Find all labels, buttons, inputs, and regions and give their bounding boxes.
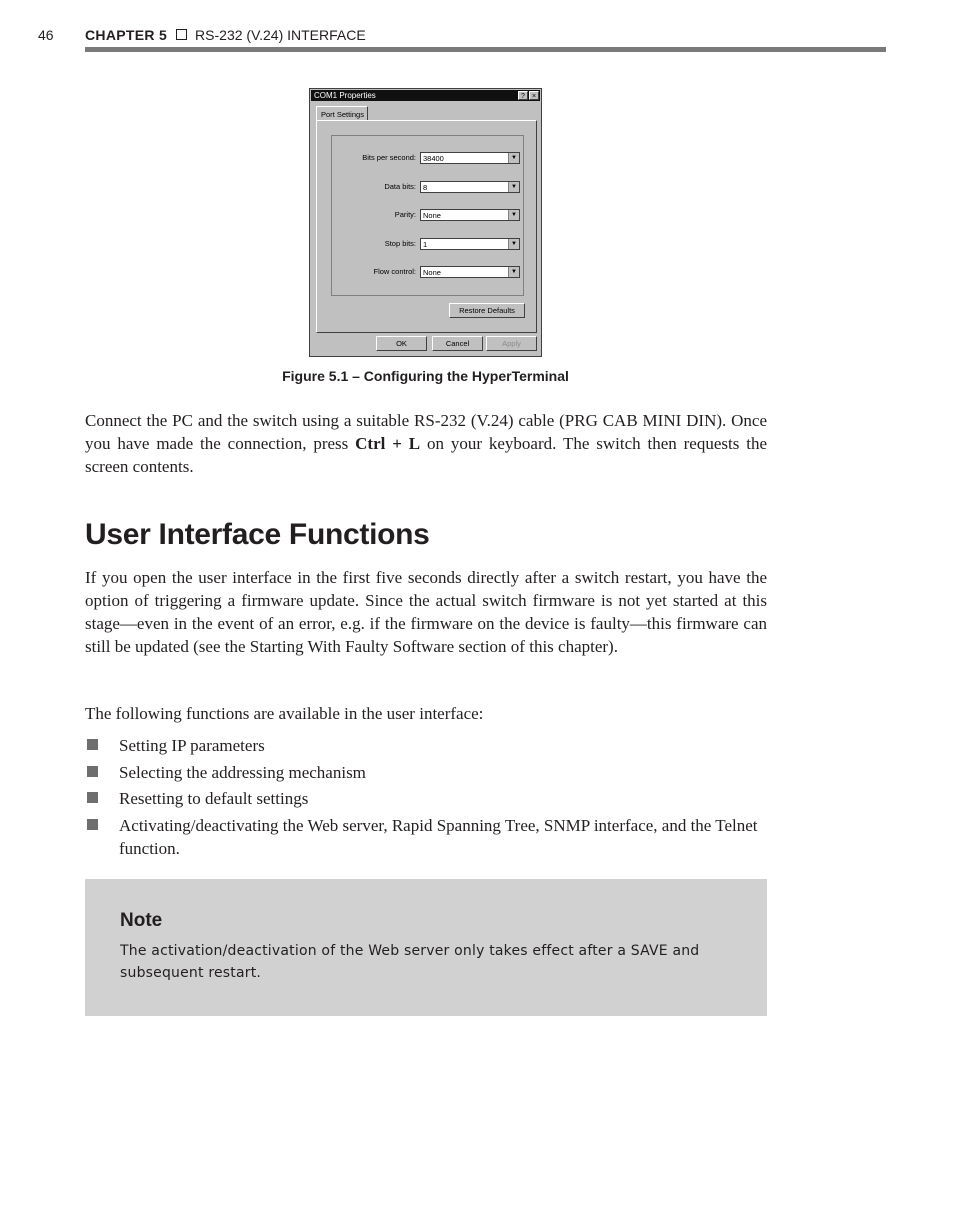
section-paragraph: If you open the user interface in the first five seconds directly after a switch restart, you have the option of triggering a firmware update. Since the actual switch firmware is not yet started at this stage—even in the event of an error, e.g. if the firmware on the device is faulty—this firmware can still be updated (see the Starting With Faulty Software section of this chapter). — [85, 568, 767, 656]
chevron-down-icon[interactable]: ▼ — [508, 153, 519, 163]
list-item-text: Activating/deactivating the Web server, Rapid Spanning Tree, SNMP interface, and the Telnet function. — [119, 815, 758, 858]
flow-control-select[interactable] — [420, 266, 520, 278]
page-number: 46 — [38, 27, 54, 43]
settings-group — [331, 135, 524, 296]
dialog-title-bar — [311, 90, 540, 101]
field-flow-control — [332, 266, 525, 278]
field-label: Parity: — [394, 210, 416, 219]
running-header — [85, 27, 366, 43]
field-stop-bits — [332, 238, 525, 250]
list-item — [85, 814, 767, 860]
note-box — [85, 879, 767, 1016]
list-item — [85, 761, 767, 784]
list-item-text: Resetting to default settings — [119, 789, 309, 808]
header-rule — [85, 47, 886, 52]
help-icon[interactable]: ? — [518, 91, 528, 100]
restore-defaults-button[interactable]: Restore Defaults — [449, 303, 525, 318]
field-bits-per-second — [332, 152, 525, 164]
chapter-title: RS-232 (V.24) INTERFACE — [195, 27, 366, 43]
field-label: Flow control: — [373, 267, 416, 276]
selected-value: None — [423, 268, 441, 277]
list-intro: The following functions are available in the user interface: — [85, 704, 484, 723]
list-item-text: Setting IP parameters — [119, 736, 265, 755]
bullet-square-icon — [87, 739, 98, 750]
tab-label: Port Settings — [321, 110, 364, 119]
parity-select[interactable] — [420, 209, 520, 221]
bullet-square-icon — [87, 819, 98, 830]
field-label: Data bits: — [384, 182, 416, 191]
selected-value: 38400 — [423, 154, 444, 163]
functions-list — [85, 734, 767, 863]
list-item-text: Selecting the addressing mechanism — [119, 762, 366, 782]
field-data-bits — [332, 181, 525, 193]
selected-value: None — [423, 211, 441, 220]
list-item — [85, 734, 767, 757]
selected-value: 1 — [423, 240, 428, 249]
note-text: The activation/deactivation of the Web server only takes effect after a SAVE and subsequent restart. — [120, 943, 700, 981]
chevron-down-icon[interactable]: ▼ — [508, 239, 519, 249]
keyboard-shortcut: Ctrl + L — [355, 434, 421, 453]
chevron-down-icon[interactable]: ▼ — [508, 267, 519, 277]
port-settings-panel — [316, 120, 537, 333]
intro-text: Connect the PC and the switch using a suitable RS-232 (V.24) cable (PRG CAB MINI DIN). Once you have made the connection, press — [85, 411, 767, 453]
list-item — [85, 787, 767, 810]
chevron-down-icon[interactable]: ▼ — [508, 210, 519, 220]
bullet-square-icon — [87, 766, 98, 777]
section-heading: User Interface Functions — [85, 518, 430, 551]
cancel-button[interactable]: Cancel — [432, 336, 483, 351]
ok-button[interactable]: OK — [376, 336, 427, 351]
chevron-down-icon[interactable]: ▼ — [508, 182, 519, 192]
apply-button[interactable]: Apply — [486, 336, 537, 351]
intro-paragraph — [85, 409, 767, 478]
com1-properties-dialog — [309, 88, 542, 357]
bullet-square-icon — [87, 792, 98, 803]
field-parity — [332, 209, 525, 221]
close-icon[interactable]: × — [529, 91, 539, 100]
selected-value: 8 — [423, 183, 428, 192]
bits-per-second-select[interactable] — [420, 152, 520, 164]
figure-caption: Figure 5.1 – Configuring the HyperTerminal — [282, 368, 569, 384]
stop-bits-select[interactable] — [420, 238, 520, 250]
separator-box — [176, 29, 187, 40]
field-label: Bits per second: — [362, 153, 416, 162]
dialog-title: COM1 Properties — [314, 91, 376, 100]
tab-port-settings[interactable] — [316, 106, 368, 121]
field-label: Stop bits: — [384, 239, 416, 248]
note-title: Note — [120, 910, 163, 931]
data-bits-select[interactable] — [420, 181, 520, 193]
intro-text-end: on your keyboard. The switch then requests the screen contents. — [85, 434, 767, 476]
chapter-label: CHAPTER 5 — [85, 27, 168, 43]
